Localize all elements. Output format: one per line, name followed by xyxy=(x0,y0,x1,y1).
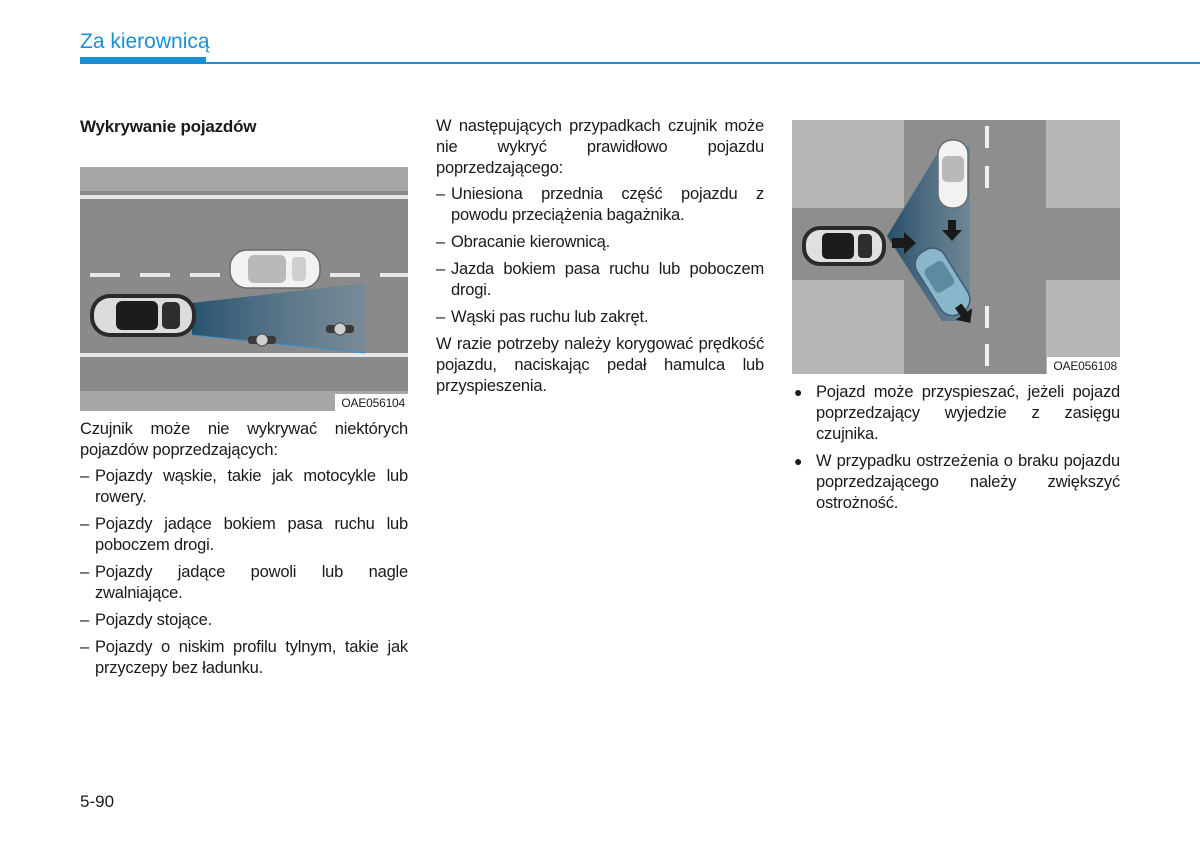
detection-issues-list xyxy=(436,184,764,328)
figure-code: OAE056108 xyxy=(1047,357,1120,374)
list-item: ● W przypadku ostrzeżenia o braku pojazdu poprzedzającego należy zwiększyć ostrożność. xyxy=(794,452,1120,512)
section-title: Za kierownicą xyxy=(80,30,210,53)
section-heading: Wykrywanie pojazdów xyxy=(80,117,257,136)
column-middle xyxy=(436,116,764,402)
own-car-icon xyxy=(90,294,196,337)
car-ahead-icon xyxy=(938,140,968,208)
car-ahead-icon xyxy=(230,250,320,288)
list-item: – Pojazdy stojące. xyxy=(80,611,212,629)
figure-code: OAE056104 xyxy=(335,394,408,411)
list-item: – Pojazdy o niskim profilu tylnym, takie jak przyczepy bez ładunku. xyxy=(80,638,408,677)
warning-bullets xyxy=(792,382,1120,514)
paragraph-outro: W razie potrzeby należy korygować prędkość pojazdu, naciskając pedał hamulca lub przyspieszenia. xyxy=(436,335,764,395)
undetected-vehicles-list xyxy=(80,466,408,679)
intersection-figure xyxy=(792,116,1120,374)
list-item: – Pojazdy jadące bokiem pasa ruchu lub poboczem drogi. xyxy=(80,515,408,554)
intersection-illustration xyxy=(792,116,1120,374)
road-scene-illustration xyxy=(80,153,408,411)
header-rule xyxy=(80,62,1200,64)
vehicle-detection-figure xyxy=(80,153,408,411)
list-item: – Obracanie kierownicą. xyxy=(436,233,611,251)
column-left xyxy=(80,116,408,685)
list-item: – Jazda bokiem pasa ruchu lub poboczem drogi. xyxy=(436,260,764,299)
list-item: – Wąski pas ruchu lub zakręt. xyxy=(436,308,649,326)
list-item: – Uniesiona przednia część pojazdu z powodu przeciążenia bagażnika. xyxy=(436,185,764,224)
list-item: – Pojazdy jadące powoli lub nagle zwalniające. xyxy=(80,563,408,602)
own-car-icon xyxy=(802,226,886,266)
column-right xyxy=(792,116,1120,520)
paragraph-intro: Czujnik może nie wykrywać niektórych pojazdów poprzedzających: xyxy=(80,420,408,459)
list-item: ● Pojazd może przyspieszać, jeżeli pojazd poprzedzający wyjedzie z zasięgu czujnika. xyxy=(794,383,1120,443)
list-item: – Pojazdy wąskie, takie jak motocykle lub rowery. xyxy=(80,467,408,506)
page-number: 5-90 xyxy=(80,792,115,811)
paragraph-intro: W następujących przypadkach czujnik może nie wykryć prawidłowo pojazdu poprzedzającego: xyxy=(436,117,764,177)
